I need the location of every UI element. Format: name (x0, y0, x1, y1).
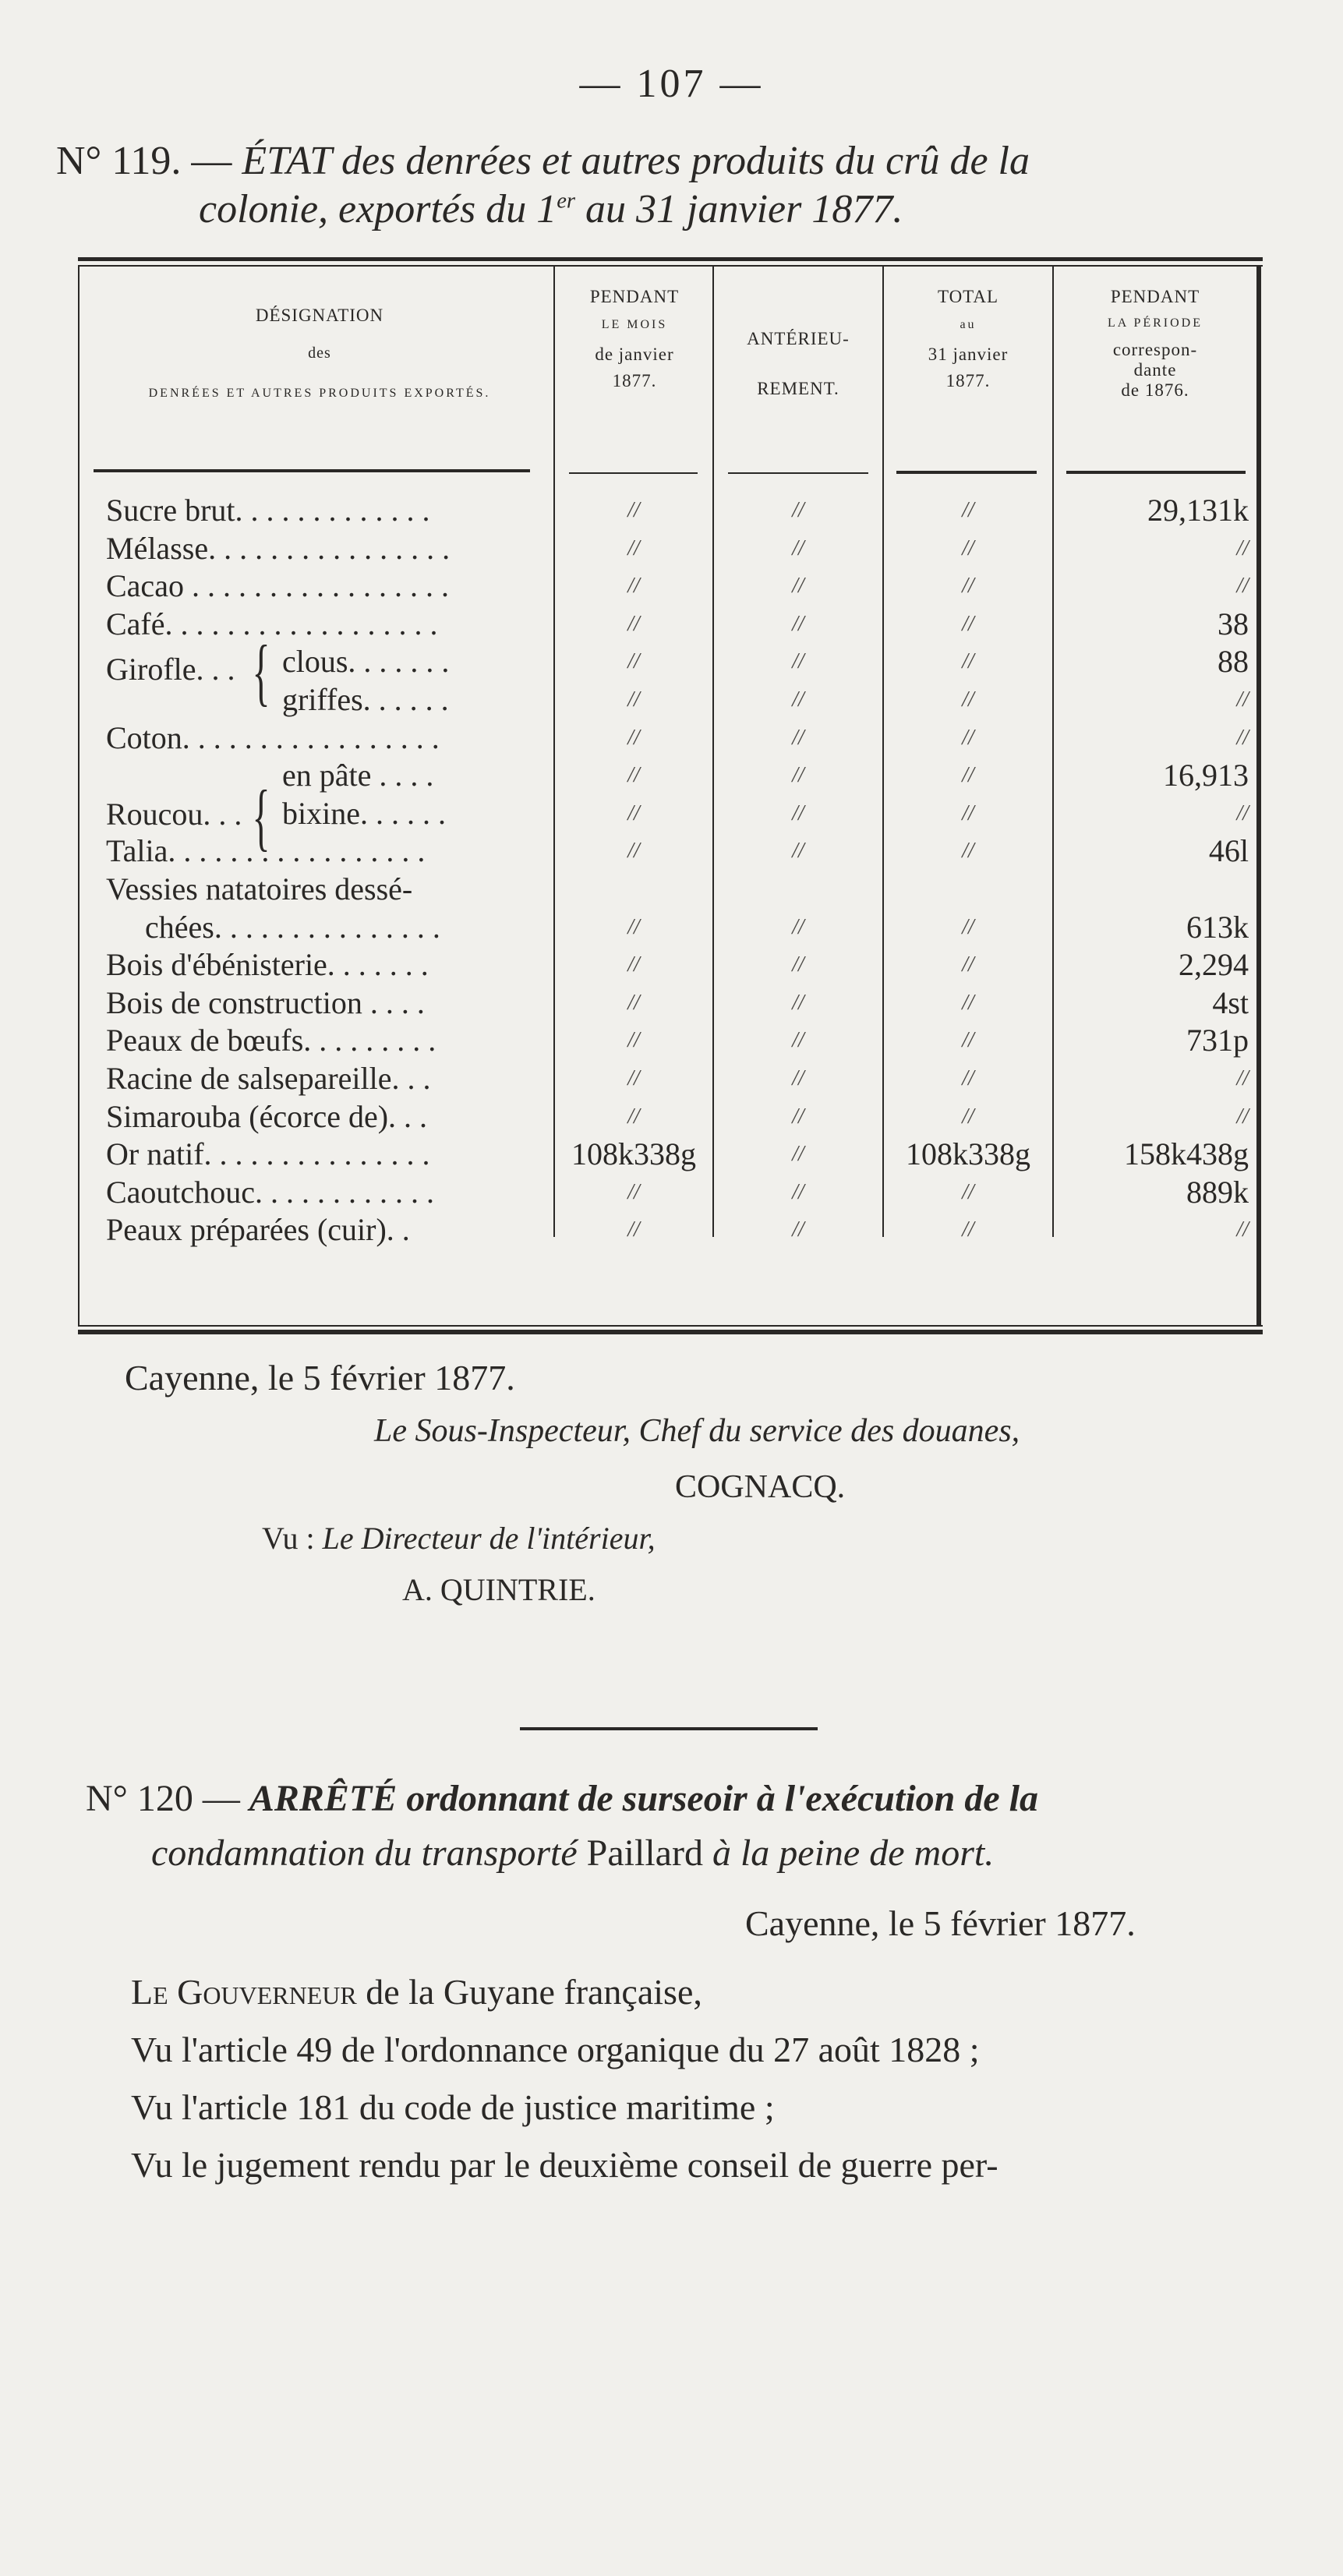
cell-c1: // (627, 952, 640, 977)
cell-c1: // (627, 498, 640, 522)
doc-119-signatory-role: Le Sous-Inspecteur, Chef du service des douanes, (374, 1413, 1020, 1449)
row-label: chées. . . . . . . . . . . . . . . (145, 909, 440, 945)
cell-c2: // (792, 649, 804, 674)
cell-c1: // (627, 535, 640, 560)
header-anterieurement-2: REMENT. (757, 379, 839, 398)
cell-c3: // (962, 535, 974, 560)
cell-c4: 613k (1186, 909, 1249, 945)
row-label: bixine. . . . . . (282, 795, 446, 831)
cell-c3: // (962, 611, 974, 636)
doc-119-vu-line (262, 1520, 656, 1557)
cell-c1: // (627, 687, 640, 712)
cell-c3: // (962, 574, 974, 599)
header-pendant-periode-3: correspon- (1112, 340, 1198, 359)
table-row (78, 796, 1263, 832)
row-label: Coton. . . . . . . . . . . . . . . . . (106, 719, 440, 755)
cell-c3: // (962, 1028, 974, 1053)
header-designation-2: des (308, 345, 331, 362)
header-pendant-periode-4: dante (1133, 360, 1177, 380)
cell-c4: // (1236, 1066, 1249, 1090)
header-rule-1 (94, 469, 530, 472)
roucou-brace: { (252, 775, 270, 858)
row-label: Peaux de bœufs. . . . . . . . . (106, 1023, 436, 1058)
doc-120-title-line2 (151, 1832, 994, 1875)
doc-119-place-date: Cayenne, le 5 février 1877. (125, 1358, 515, 1398)
cell-c1: // (627, 990, 640, 1015)
table-row (78, 1023, 1263, 1058)
cell-c1: // (627, 1066, 640, 1090)
doc-119-title-line1 (56, 139, 1303, 184)
cell-c3: // (962, 725, 974, 750)
cell-c4: 16,913 (1163, 758, 1249, 793)
cell-c4: // (1236, 1217, 1249, 1242)
cell-c4: 2,294 (1179, 947, 1249, 983)
doc-120-title-a: ARRÊTÉ ordonnant de surseoir à l'exécution de la (249, 1778, 1039, 1819)
header-total (884, 285, 1052, 393)
doc-119-number: N° 119. (56, 139, 182, 183)
row-label: Mélasse. . . . . . . . . . . . . . . . (106, 530, 451, 566)
girofle-group-label: Girofle. . . (106, 652, 235, 687)
cell-c4: 46l (1208, 833, 1249, 869)
doc-120-line3: Vu l'article 181 du code de justice maritime ; (131, 2087, 775, 2127)
cell-c3: // (962, 498, 974, 522)
doc-119-title-text: ÉTAT des denrées et autres produits du crû de la (242, 139, 1030, 183)
cell-c2: // (792, 839, 804, 864)
header-designation-3: DENRÉES ET AUTRES PRODUITS EXPORTÉS. (148, 387, 491, 400)
doc-120-dash: — (202, 1778, 240, 1819)
doc-119-dash: — (191, 139, 232, 183)
cell-c1: // (627, 649, 640, 674)
cell-c2: // (792, 914, 804, 939)
row-label: griffes. . . . . . (282, 682, 449, 717)
doc-120-line1 (131, 1970, 702, 2014)
table-top-rule (78, 257, 1263, 261)
cell-c1: // (627, 763, 640, 788)
cell-c4: // (1236, 1104, 1249, 1129)
cell-c1: 108k338g (571, 1136, 696, 1172)
section-separator (520, 1727, 818, 1730)
row-label: Peaux préparées (cuir). . (106, 1212, 410, 1248)
cell-c3: // (962, 649, 974, 674)
cell-c3: // (962, 1066, 974, 1090)
cell-c4: // (1236, 535, 1249, 560)
header-designation-1: DÉSIGNATION (255, 306, 384, 325)
table-row (78, 1175, 1263, 1210)
cell-c1: // (627, 800, 640, 825)
cell-c2: // (792, 687, 804, 712)
row-label: clous. . . . . . . (282, 644, 450, 680)
doc-119-title-sup: er (557, 189, 576, 214)
cell-c2: // (792, 1179, 804, 1204)
page-number: — 107 — (579, 62, 764, 106)
cell-c4: 731p (1186, 1023, 1249, 1058)
cell-c2: // (792, 1066, 804, 1090)
header-pendant-mois-2: LE MOIS (601, 318, 668, 331)
table-row (78, 531, 1263, 567)
table-row (78, 985, 1263, 1021)
cell-c2: // (792, 611, 804, 636)
cell-c3: // (962, 763, 974, 788)
table-bottom-rule-2 (78, 1330, 1263, 1334)
header-pendant-mois-1: PENDANT (589, 287, 680, 306)
header-total-2: au (960, 318, 977, 331)
doc-120-title-b1: condamnation du transporté (151, 1832, 587, 1874)
cell-c1: // (627, 839, 640, 864)
table-row (78, 682, 1263, 718)
doc-119-signatory-name: COGNACQ. (675, 1469, 846, 1505)
cell-c4: // (1236, 800, 1249, 825)
header-total-1: TOTAL (937, 287, 999, 306)
header-rule-5 (1066, 471, 1246, 474)
doc-120-line1-rest: de la Guyane française, (356, 1972, 702, 2012)
cell-c1: // (627, 1104, 640, 1129)
doc-120-governor: Le Gouverneur (131, 1972, 357, 2012)
table-row (78, 568, 1263, 604)
header-designation (94, 304, 546, 405)
cell-c3: // (962, 687, 974, 712)
table-row (78, 758, 1263, 793)
doc-120-place-date: Cayenne, le 5 février 1877. (745, 1903, 1136, 1943)
row-label: Or natif. . . . . . . . . . . . . . . (106, 1136, 430, 1172)
cell-c1: // (627, 725, 640, 750)
header-pendant-periode (1054, 285, 1256, 402)
header-total-4: 1877. (945, 371, 991, 390)
doc-119-vu-role: Le Directeur de l'intérieur, (322, 1521, 656, 1556)
row-label: Caoutchouc. . . . . . . . . . . . (106, 1174, 435, 1210)
doc-120-title-b2: à la peine de mort. (702, 1832, 995, 1874)
row-label: Vessies natatoires dessé- (106, 871, 413, 906)
header-pendant-periode-1: PENDANT (1110, 287, 1200, 306)
doc-120-title-line1 (86, 1777, 1038, 1820)
cell-c3: // (962, 1179, 974, 1204)
table-row (78, 644, 1263, 680)
header-total-3: 31 janvier (928, 345, 1009, 364)
cell-c4: 158k438g (1124, 1136, 1249, 1172)
table-row (78, 1212, 1263, 1248)
row-label: Café. . . . . . . . . . . . . . . . . . (106, 606, 438, 641)
header-pendant-mois (557, 285, 712, 393)
cell-c2: // (792, 763, 804, 788)
table-row (78, 910, 1263, 945)
header-rule-2 (569, 472, 698, 474)
cell-c2: // (792, 800, 804, 825)
cell-c1: // (627, 574, 640, 599)
row-label: Racine de salsepareille. . . (106, 1061, 431, 1096)
cell-c3: // (962, 952, 974, 977)
doc-119-title-line2-a: colonie, exportés du 1 (199, 187, 557, 231)
table-row (78, 720, 1263, 756)
row-label: Bois d'ébénisterie. . . . . . . (106, 947, 429, 983)
cell-c1: // (627, 1028, 640, 1053)
export-table (78, 257, 1263, 1341)
row-label: Cacao . . . . . . . . . . . . . . . . . (106, 568, 449, 604)
cell-c3: 108k338g (906, 1136, 1030, 1172)
header-pendant-mois-4: 1877. (612, 371, 657, 390)
header-anterieurement (714, 327, 882, 401)
cell-c1: // (627, 1179, 640, 1204)
cell-c3: // (962, 1104, 974, 1129)
header-rule-3 (728, 472, 868, 474)
cell-c2: // (792, 1217, 804, 1242)
doc-119-vu-name: A. QUINTRIE. (402, 1572, 596, 1607)
table-top-rule-2 (78, 265, 1263, 267)
doc-120-title-name: Paillard (586, 1832, 703, 1874)
doc-120-line4: Vu le jugement rendu par le deuxième conseil de guerre per- (131, 2145, 998, 2185)
cell-c1: // (627, 611, 640, 636)
table-row (78, 1061, 1263, 1097)
row-label: en pâte . . . . (282, 758, 434, 793)
cell-c4: // (1236, 574, 1249, 599)
cell-c1: // (627, 914, 640, 939)
cell-c2: // (792, 1028, 804, 1053)
row-label: Sucre brut. . . . . . . . . . . . . (106, 493, 430, 528)
cell-c3: // (962, 1217, 974, 1242)
header-rule-4 (896, 471, 1037, 474)
cell-c3: // (962, 990, 974, 1015)
cell-c1: // (627, 1217, 640, 1242)
cell-c4: 88 (1218, 644, 1249, 680)
table-row (78, 606, 1263, 642)
table-row (78, 1099, 1263, 1135)
table-row (78, 493, 1263, 528)
table-row (78, 833, 1263, 869)
doc-119-title-line2 (199, 187, 1290, 232)
cell-c2: // (792, 952, 804, 977)
cell-c3: // (962, 839, 974, 864)
header-pendant-periode-2: LA PÉRIODE (1108, 316, 1203, 330)
doc-119-title-line2-b: au 31 janvier 1877. (575, 187, 903, 231)
girofle-brace: { (252, 630, 270, 713)
cell-c4: 38 (1218, 606, 1249, 641)
header-anterieurement-1: ANTÉRIEU- (747, 329, 850, 348)
doc-120-number: N° 120 (86, 1778, 193, 1819)
cell-c4: 29,131k (1147, 493, 1249, 528)
row-label: Simarouba (écorce de). . . (106, 1098, 428, 1134)
header-pendant-periode-5: de 1876. (1121, 380, 1189, 400)
cell-c2: // (792, 574, 804, 599)
cell-c2: // (792, 535, 804, 560)
cell-c4: // (1236, 687, 1249, 712)
cell-c3: // (962, 914, 974, 939)
cell-c2: // (792, 1104, 804, 1129)
header-pendant-mois-3: de janvier (595, 345, 674, 364)
doc-119-vu-label: Vu : (262, 1521, 315, 1556)
cell-c2: // (792, 1142, 804, 1167)
table-row (78, 1136, 1263, 1172)
cell-c4: 889k (1186, 1174, 1249, 1210)
cell-c3: // (962, 800, 974, 825)
table-row (78, 871, 1263, 907)
table-row (78, 947, 1263, 983)
doc-120-line2: Vu l'article 49 de l'ordonnance organique du 27 août 1828 ; (131, 2030, 980, 2069)
row-label: Talia. . . . . . . . . . . . . . . . . (106, 833, 426, 869)
cell-c2: // (792, 498, 804, 522)
cell-c4: // (1236, 725, 1249, 750)
cell-c2: // (792, 725, 804, 750)
roucou-group-label: Roucou. . . (106, 797, 242, 832)
cell-c4: 4st (1212, 984, 1249, 1020)
cell-c2: // (792, 990, 804, 1015)
row-label: Bois de construction . . . . (106, 984, 425, 1020)
table-bottom-rule (78, 1325, 1263, 1327)
